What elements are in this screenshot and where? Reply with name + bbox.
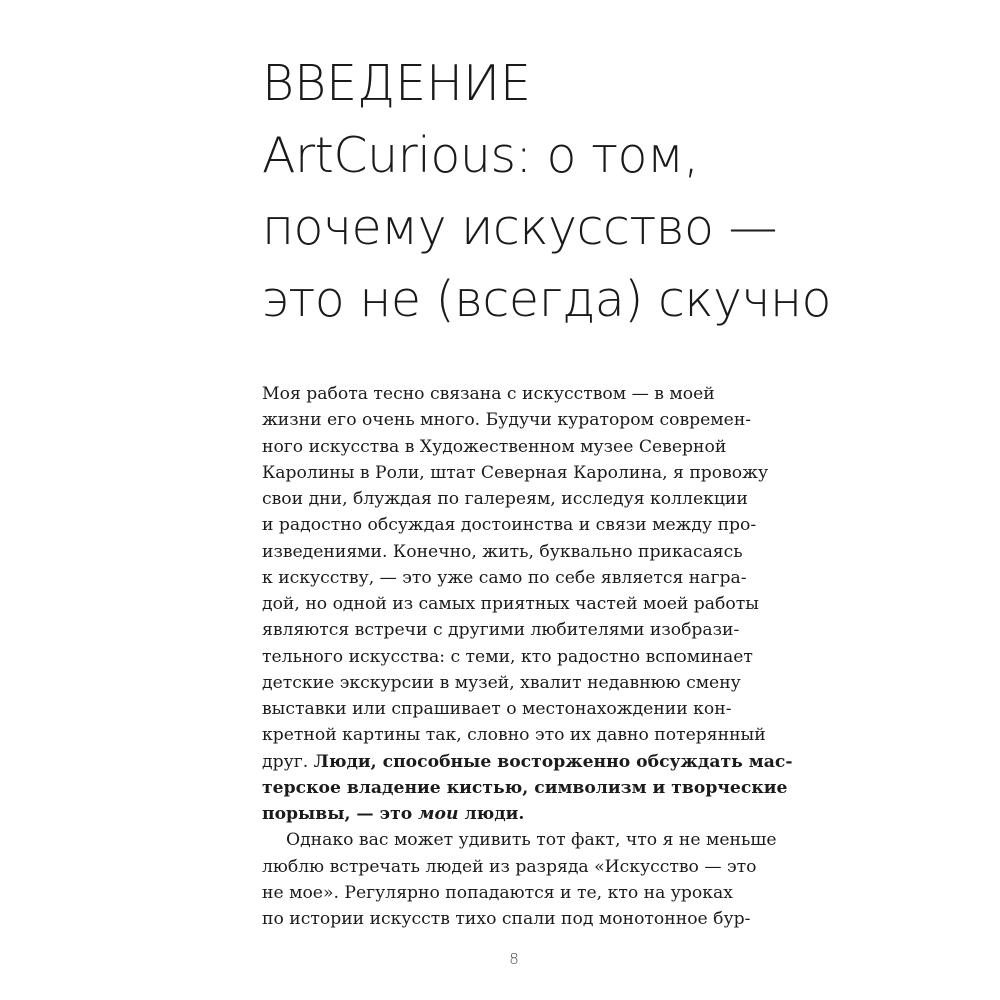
- text-line: свои дни, блуждая по галереям, исследуя коллекции: [262, 489, 748, 509]
- text-fragment: друг.: [262, 751, 314, 772]
- chapter-title-line-1: ArtCurious: о том,: [262, 127, 699, 184]
- text-line: ного искусства в Художественном музее Северной: [262, 436, 727, 457]
- text-line: по истории искусств тихо спали под монотонное бур-: [262, 909, 751, 929]
- chapter-title-line-2: почему искусство —: [262, 199, 777, 256]
- chapter-label: ВВЕДЕНИЕ: [262, 55, 531, 112]
- text-line: к искусству, — это уже само по себе является награ-: [262, 567, 747, 588]
- text-line: жизни его очень много. Будучи куратором современ-: [262, 410, 752, 431]
- text-line: Каролины в Роли, штат Северная Каролина, я провожу: [262, 462, 769, 483]
- text-line: люблю встречать людей из разряда «Искусство — это: [262, 856, 757, 877]
- text-line: выставки или спрашивает о местонахождении кон-: [262, 699, 732, 719]
- emphasis-line: [262, 801, 782, 827]
- text-line: изведениями. Конечно, жить, буквально прикасаясь: [262, 541, 743, 562]
- page-number: 8: [509, 950, 519, 968]
- text-line: Однако вас может удивить тот факт, что я не меньше: [286, 830, 777, 851]
- chapter-heading: [262, 48, 831, 336]
- text-line: [262, 749, 793, 775]
- paragraph-2: [262, 827, 782, 932]
- text-line: и радостно обсуждая достоинства и связи между про-: [262, 515, 757, 536]
- text-line: кретной картины так, словно это их давно потерянный: [262, 725, 766, 746]
- text-fragment: порывы, — это: [262, 804, 419, 824]
- text-line: дой, но одной из самых приятных частей моей работы: [262, 594, 759, 614]
- emphasis-line: терское владение кистью, символизм и творческие: [262, 777, 788, 798]
- text-line: детские экскурсии в музей, хвалит недавнюю смену: [262, 672, 741, 693]
- text-line: не мое». Регулярно попадаются и те, кто на уроках: [262, 882, 733, 903]
- text-fragment: люди.: [458, 804, 525, 824]
- text-line: Моя работа тесно связана с искусством — в моей: [262, 384, 715, 404]
- italic-emphasis: мои: [418, 804, 459, 824]
- paragraph-1: [262, 381, 793, 827]
- text-line: тельного искусства: с теми, кто радостно вспоминает: [262, 646, 753, 667]
- body-text: [262, 381, 793, 932]
- emphasis-text: Люди, способные восторженно обсуждать мас-: [313, 751, 793, 772]
- text-line: являются встречи с другими любителями изобрази-: [262, 620, 740, 641]
- chapter-title-line-3: это не (всегда) скучно: [262, 271, 831, 328]
